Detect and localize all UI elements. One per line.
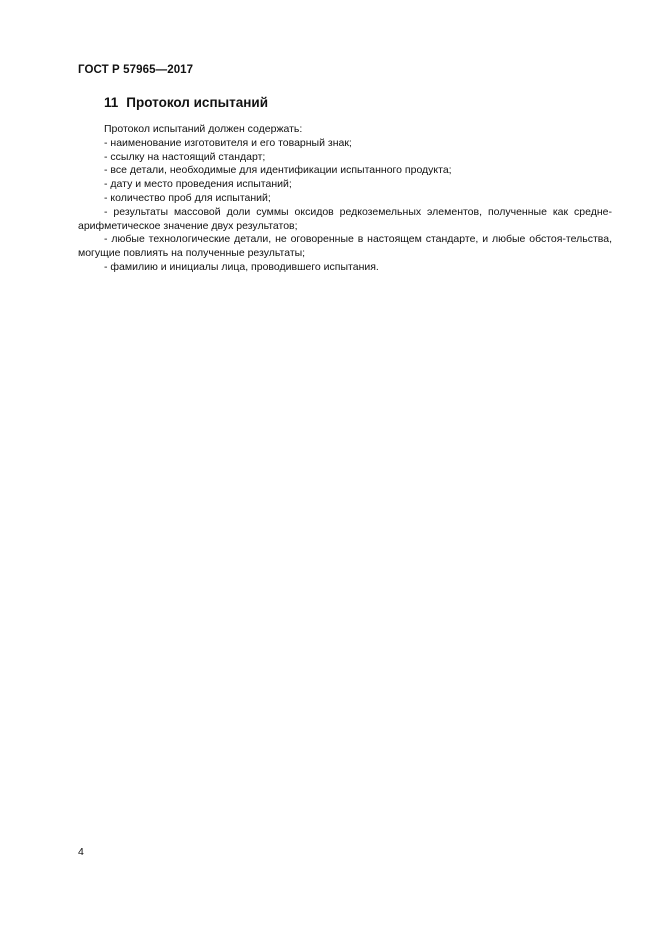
document-code-header: ГОСТ Р 57965—2017 xyxy=(78,64,194,76)
list-item: - количество проб для испытаний; xyxy=(104,191,271,204)
section-number: 11 xyxy=(104,95,119,110)
page-number: 4 xyxy=(78,846,84,858)
intro-paragraph: Протокол испытаний должен содержать: xyxy=(104,123,303,135)
section-body xyxy=(78,123,612,275)
section-heading xyxy=(104,95,268,110)
list-item: - ссылку на настоящий стандарт; xyxy=(104,150,266,163)
list-item: - все детали, необходимые для идентификации испытанного продукта; xyxy=(104,164,452,177)
list-item: - дату и место проведения испытаний; xyxy=(104,178,292,191)
list-item: - фамилию и инициалы лица, проводившего испытания. xyxy=(104,260,379,273)
list-item: - любые технологические детали, не оговоренные в настоящем стандарте, и любые обстоя-тельства, могущие повлиять на полученные результаты; xyxy=(78,233,612,260)
list-item: - результаты массовой доли суммы оксидов редкоземельных элементов, полученные как средне-арифметическое значение двух результатов; xyxy=(78,205,612,232)
list-item: - наименование изготовителя и его товарный знак; xyxy=(104,136,352,149)
section-title: Протокол испытаний xyxy=(126,95,268,110)
